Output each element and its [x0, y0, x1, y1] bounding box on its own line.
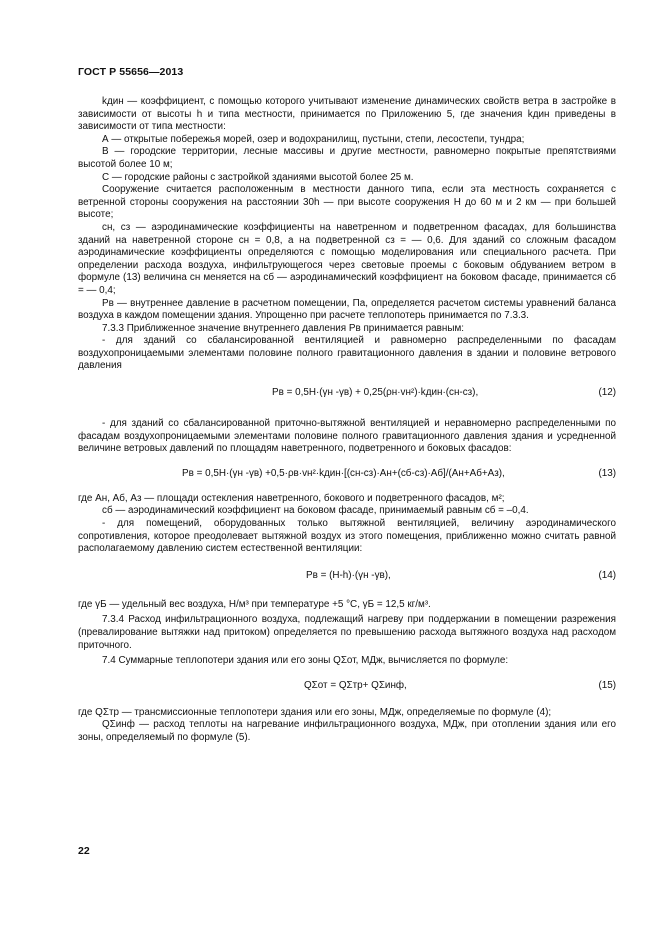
paragraph-balanced-ventilation: - для зданий со сбалансированной вентиляцией и равномерно распределенными по фасадам воздухопроницаемыми элементами половине полного гравитационного давления в здании и половине ветрового давления: [78, 335, 616, 372]
formula-12-number: (12): [598, 387, 616, 399]
page-body: [78, 96, 616, 745]
formula-15: [78, 680, 616, 693]
formula-13: [78, 468, 616, 481]
formula-13-number: (13): [598, 467, 616, 479]
paragraph-internal-pressure: Pв — внутреннее давление в расчетном помещении, Па, определяется расчетом системы уравнений баланса воздуха в каждом помещении здания. Упрощенно при расчете теплопотерь принимается по 7.3.3.: [78, 297, 616, 322]
paragraph-supply-exhaust-ventilation: - для зданий со сбалансированной приточно-вытяжной вентиляцией и неравномерно распределенными по фасадам воздухопроницаемыми элементами половине полного гравитационного давления здания и усредненной величине ветровых давлений по площадям наветренного, подветренного и боковых фасадов:: [78, 418, 616, 455]
paragraph-exhaust-only: - для помещений, оборудованных только вытяжной вентиляцией, величину аэродинамического сопротивления, которое преодолевает вытяжной воздух из этого помещения, приближенно можно считать равной располагаемому давлению систем естественной вентиляции:: [78, 518, 616, 555]
paragraph-terrain-a: А — открытые побережья морей, озер и водохранилищ, пустыни, степи, лесостепи, тундра;: [102, 133, 525, 145]
paragraph-kdin-definition: kдин — коэффициент, с помощью которого учитывают изменение динамических свойств ветра в застройке в зависимости от высоты h и типа местности, принимается по Приложению 5, где значения kдин приведены в зависимости от типа местности:: [78, 96, 616, 133]
formula-13-expression: Pв = 0,5H·(γн -γв) +0,5·ρв·vн²·kдин·[(cн-cз)·Aн+(cб-cз)·Aб]/(Aн+Aб+Aз),: [182, 467, 505, 479]
formula-15-number: (15): [598, 679, 616, 691]
paragraph-infiltration-heat: QΣинф — расход теплоты на нагревание инфильтрационного воздуха, МДж, при отоплении здания или его зоны, определяемый по формуле (5).: [78, 719, 616, 743]
paragraph-terrain-b: В — городские территории, лесные массивы и другие местности, равномерно покрытые препятствиями высотой более 10 м;: [78, 146, 616, 170]
document-header: ГОСТ Р 55656—2013: [78, 66, 184, 78]
paragraph-transmission-losses: где QΣтр — трансмиссионные теплопотери здания или его зоны, МДж, определяемые по формуле (4);: [78, 706, 552, 718]
formula-12-expression: Pв = 0,5H·(γн -γв) + 0,25(ρн·vн²)·kдин·(cн-cз),: [272, 387, 479, 399]
paragraph-section-7-3-3: 7.3.3 Приближенное значение внутреннего давления Pв принимается равным:: [102, 322, 464, 334]
paragraph-aero-coefficients: cн, cз — аэродинамические коэффициенты на наветренном и подветренном фасадах, для большинства зданий на наветренной стороне cн = 0,8, а на подветренной cз = — 0,6. Для зданий со сложным фасадом аэродинамические коэффициенты определяются с помощью моделирования или специального расчета. При определении расхода воздуха, инфильтрующегося через световые проемы с боковым обдуванием ветром в формуле (13) величина cн меняется на cб — аэродинамический коэффициент на боковом фасаде, принимается cб = — 0,4;: [78, 221, 616, 296]
paragraph-glazing-areas: где Aн, Aб, Aз — площади остекления наветренного, бокового и подветренного фасадов, м²;: [78, 492, 505, 504]
page-number: 22: [78, 845, 90, 857]
paragraph-side-coefficient: cб — аэродинамический коэффициент на боковом фасаде, принимаемый равным cб = –0,4.: [102, 505, 529, 517]
formula-14: [78, 570, 616, 583]
formula-12: [78, 387, 616, 400]
paragraph-terrain-c: С — городские районы с застройкой зданиями высотой более 25 м.: [102, 171, 414, 183]
paragraph-section-7-3-4: 7.3.4 Расход инфильтрационного воздуха, подлежащий нагреву при поддержании в помещении разрежения (превалирование вытяжки над притоком) определяется по превышению расхода вытяжного воздуха над расходом приточного.: [78, 614, 616, 651]
paragraph-section-7-4: 7.4 Суммарные теплопотери здания или его зоны QΣот, МДж, вычисляется по формуле:: [102, 655, 509, 667]
formula-14-expression: Pв = (H-h)·(γн -γв),: [306, 569, 391, 581]
formula-15-expression: QΣот = QΣтр+ QΣинф,: [304, 679, 407, 691]
formula-14-number: (14): [598, 569, 616, 581]
paragraph-specific-weight: где γБ — удельный вес воздуха, Н/м³ при температуре +5 °С, γБ = 12,5 кг/м³.: [78, 598, 431, 610]
paragraph-terrain-rule: Сооружение считается расположенным в местности данного типа, если эта местность сохраняется с ветренной стороны сооружения на расстоянии 30h — при высоте сооружения H до 60 м и 2 км — при большей высоте;: [78, 184, 616, 221]
